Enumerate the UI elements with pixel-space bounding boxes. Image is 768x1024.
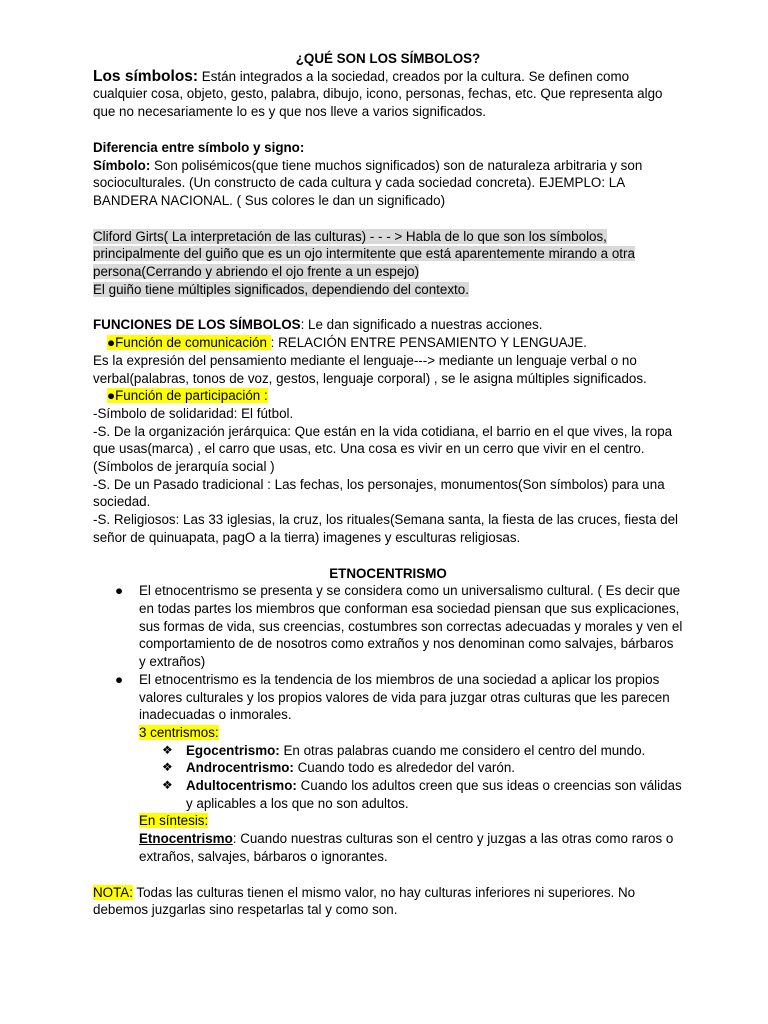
participacion-item: -S. De la organización jerárquica: Que están en la vida cotidiana, el barrio en el que vives, la ropa que usas(marca) , el carro que usas, etc. Una cosa es vivir en un cerro que vivir en el centro. (Símbolos de jerarquía social ) <box>93 423 673 475</box>
intro-text: Están integrados a la sociedad, creados por la cultura. Se definen como cualquier cosa, objeto, gesto, palabra, dibujo, icono, personas, fechas, etc. Que representa algo que no necesariamente lo es y que nos lleve a varios significados. <box>93 68 663 120</box>
funcion-comunicacion-label: ●Función de comunicación <box>107 335 271 351</box>
centrismo-text: Cuando todo es alrededor del varón. <box>293 760 515 776</box>
list-item <box>93 777 683 812</box>
sintesis-label-line <box>93 812 683 830</box>
intro-paragraph <box>93 68 683 121</box>
funcion-participacion <box>93 387 683 405</box>
centrismos-list <box>93 742 683 813</box>
funciones-paragraph <box>93 316 683 334</box>
girts-line-2: El guiño tiene múltiples significados, dependiendo del contexto. <box>93 281 469 297</box>
spacer <box>93 866 683 884</box>
list-item <box>93 742 683 760</box>
bullet-icon: ● <box>115 583 124 599</box>
spacer <box>93 210 683 228</box>
centrismo-term: Androcentrismo: <box>186 760 294 776</box>
diamond-bullet-icon: ❖ <box>162 742 173 757</box>
diamond-bullet-icon: ❖ <box>162 760 173 775</box>
simbolo-text: Son polisémicos(que tiene muchos significados) son de naturaleza arbitraria y son socioculturales. (Un constructo de cada cultura y cada sociedad concreta). EJEMPLO: LA BANDERA NACIONAL. ( Sus colores le dan un significado) <box>93 157 643 208</box>
sintesis-label: En síntesis: <box>139 813 209 829</box>
comunicacion-text: Es la expresión del pensamiento mediante el lenguaje---> mediante un lenguaje verbal o no verbal(palabras, tonos de voz, gestos, lenguaje corporal) , se le asigna múltiples significados. <box>93 352 647 386</box>
simbolo-term: Símbolo: <box>93 157 151 173</box>
funcion-participacion-label: ●Función de participación : <box>107 388 268 404</box>
funciones-heading: FUNCIONES DE LOS SÍMBOLOS <box>93 317 301 333</box>
list-item <box>93 671 683 724</box>
spacer <box>93 547 683 565</box>
spacer <box>93 121 683 139</box>
centrismo-term: Egocentrismo: <box>186 742 280 758</box>
spacer <box>93 298 683 316</box>
bullet-icon: ● <box>115 671 124 687</box>
centrismo-text: Cuando los adultos creen que sus ideas o creencias son válidas y aplicables a los que no son adultos. <box>186 778 682 811</box>
etnocentrismo-list <box>93 582 683 724</box>
centrismo-term: Adultocentrismo: <box>186 778 297 794</box>
nota-text: Todas las culturas tienen el mismo valor, no hay culturas inferiores ni superiores. No debemos juzgarlas sino respetarlas tal y como son. <box>93 884 636 918</box>
centrismos-label: 3 centrismos: <box>139 724 219 740</box>
girts-line-1: Cliford Girts( La interpretación de las culturas) - - - > Habla de lo que son los símbolos, principalmente del guiño que es un ojo intermitente que está aparentemente mirando a otra persona(Cerrando y abriendo el ojo frente a un espejo) <box>93 228 635 280</box>
nota-label: NOTA: <box>93 884 133 900</box>
list-item <box>93 759 683 777</box>
participacion-item: -Símbolo de solidaridad: El fútbol. <box>93 405 294 421</box>
participacion-item: -S. De un Pasado tradicional : Las fechas, los personajes, monumentos(Son símbolos) para una sociedad. <box>93 476 665 510</box>
sintesis-text: : Cuando nuestras culturas son el centro y juzgas a las otras como raros o extraños, salvajes, bárbaros o ignorantes. <box>139 831 674 864</box>
list-item-text: El etnocentrismo se presenta y se considera como un universalismo cultural. ( Es decir que en todas partes los miembros que conforman esa sociedad piensan que sus explicaciones, sus formas de vida, sus creencias, costumbres son correctas adecuadas y morales y ven el comportamiento de de nosotros como extraños y nos denominan como salvajes, bárbaros y extraños) <box>139 583 683 670</box>
centrismo-text: En otras palabras cuando me considero el centro del mundo. <box>279 742 646 758</box>
intro-term: Los símbolos: <box>93 67 199 85</box>
document-page <box>93 50 683 919</box>
girts-paragraph <box>93 228 683 299</box>
funciones-heading-rest: : Le dan significado a nuestras acciones. <box>300 317 543 333</box>
funcion-comunicacion <box>93 334 683 352</box>
simbolo-paragraph <box>93 157 683 210</box>
funcion-comunicacion-rest: : RELACIÓN ENTRE PENSAMIENTO Y LENGUAJE. <box>270 335 587 351</box>
nota-paragraph <box>93 884 683 919</box>
centrismos-label-line <box>93 724 683 742</box>
sintesis-term: Etnocentrismo <box>139 831 233 847</box>
etnocentrismo-heading: ETNOCENTRISMO <box>329 565 447 581</box>
page-title: ¿QUÉ SON LOS SÍMBOLOS? <box>295 51 481 66</box>
participacion-item: -S. Religiosos: Las 33 iglesias, la cruz, los rituales(Semana santa, la fiesta de las cruces, fiesta del señor de quinuapata, pagO a la tierra) imagenes y esculturas religiosas. <box>93 512 679 545</box>
list-item <box>93 582 683 671</box>
sintesis-paragraph <box>93 830 683 865</box>
diferencia-heading: Diferencia entre símbolo y signo: <box>93 139 305 155</box>
list-item-text: El etnocentrismo es la tendencia de los miembros de una sociedad a aplicar los propios valores culturales y los propios valores de vida para juzgar otras culturas que les parecen inadecuadas o inmorales. <box>139 671 670 723</box>
diamond-bullet-icon: ❖ <box>162 778 173 793</box>
